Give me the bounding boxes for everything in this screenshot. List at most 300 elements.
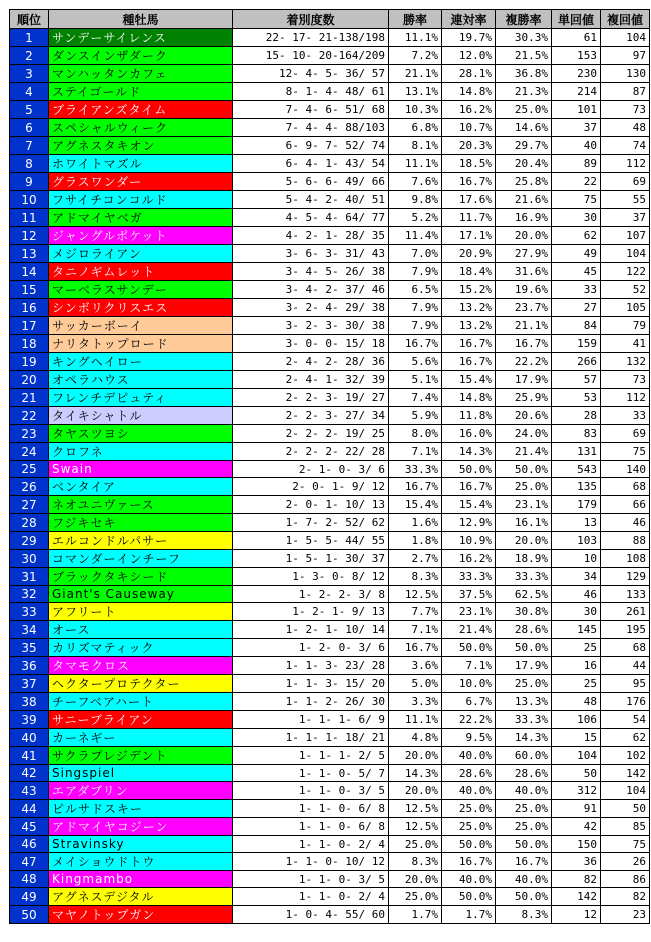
show-rate-cell[interactable]: 16.1% [496,514,552,532]
win-rate-cell[interactable]: 8.3% [389,568,442,586]
show-rate-cell[interactable]: 30.3% [496,29,552,47]
win-rate-cell[interactable]: 7.0% [389,245,442,263]
record-cell[interactable]: 7- 4- 6- 51/ 68 [233,101,389,119]
record-cell[interactable]: 1- 1- 0- 6/ 8 [233,818,389,836]
sire-name-cell[interactable]: マーベラスサンデー [49,281,233,299]
rank-cell[interactable]: 22 [10,407,49,425]
show-rate-cell[interactable]: 16.7% [496,853,552,871]
win-rate-cell[interactable]: 10.3% [389,101,442,119]
show-return-cell[interactable]: 66 [601,496,650,514]
record-cell[interactable]: 3- 2- 3- 30/ 38 [233,317,389,335]
record-cell[interactable]: 1- 3- 0- 8/ 12 [233,568,389,586]
win-return-cell[interactable]: 53 [552,389,601,407]
record-cell[interactable]: 1- 2- 0- 3/ 6 [233,639,389,657]
win-rate-cell[interactable]: 7.9% [389,263,442,281]
show-rate-cell[interactable]: 50.0% [496,461,552,478]
win-rate-cell[interactable]: 20.0% [389,782,442,800]
sire-name-cell[interactable]: タマモクロス [49,657,233,675]
show-rate-cell[interactable]: 28.6% [496,765,552,782]
record-cell[interactable]: 2- 2- 2- 19/ 25 [233,425,389,443]
win-return-cell[interactable]: 83 [552,425,601,443]
record-cell[interactable]: 2- 0- 1- 10/ 13 [233,496,389,514]
sire-name-cell[interactable]: ピルサドスキー [49,800,233,818]
win-rate-cell[interactable]: 7.7% [389,603,442,621]
show-rate-cell[interactable]: 40.0% [496,871,552,888]
show-rate-cell[interactable]: 25.8% [496,173,552,191]
place-rate-cell[interactable]: 40.0% [442,871,496,888]
place-rate-cell[interactable]: 40.0% [442,747,496,765]
sire-name-cell[interactable]: アグネスタキオン [49,137,233,155]
show-rate-cell[interactable]: 25.0% [496,478,552,496]
place-rate-cell[interactable]: 10.7% [442,119,496,137]
win-return-cell[interactable]: 101 [552,101,601,119]
record-cell[interactable]: 1- 1- 0- 5/ 7 [233,765,389,782]
rank-cell[interactable]: 30 [10,550,49,568]
place-rate-cell[interactable]: 18.4% [442,263,496,281]
sire-name-cell[interactable]: アドマイヤコジーン [49,818,233,836]
win-return-cell[interactable]: 106 [552,711,601,729]
rank-cell[interactable]: 42 [10,765,49,782]
show-return-cell[interactable]: 68 [601,639,650,657]
sire-name-cell[interactable]: シンボリクリスエス [49,299,233,317]
win-return-cell[interactable]: 150 [552,836,601,853]
win-return-cell[interactable]: 153 [552,47,601,65]
show-return-cell[interactable]: 55 [601,191,650,209]
record-cell[interactable]: 1- 1- 0- 3/ 5 [233,871,389,888]
place-rate-cell[interactable]: 16.7% [442,173,496,191]
show-rate-cell[interactable]: 31.6% [496,263,552,281]
show-return-cell[interactable]: 79 [601,317,650,335]
rank-cell[interactable]: 40 [10,729,49,747]
win-rate-cell[interactable]: 16.7% [389,639,442,657]
header-show-return[interactable]: 複回値 [601,10,650,29]
sire-name-cell[interactable]: アグネスデジタル [49,888,233,906]
sire-name-cell[interactable]: Stravinsky [49,836,233,853]
show-return-cell[interactable]: 75 [601,443,650,461]
show-return-cell[interactable]: 108 [601,550,650,568]
sire-name-cell[interactable]: クロフネ [49,443,233,461]
win-rate-cell[interactable]: 7.9% [389,299,442,317]
show-rate-cell[interactable]: 60.0% [496,747,552,765]
win-return-cell[interactable]: 131 [552,443,601,461]
sire-name-cell[interactable]: メイショウドトウ [49,853,233,871]
rank-cell[interactable]: 28 [10,514,49,532]
show-rate-cell[interactable]: 13.3% [496,693,552,711]
win-return-cell[interactable]: 33 [552,281,601,299]
sire-name-cell[interactable]: サクラプレジデント [49,747,233,765]
place-rate-cell[interactable]: 10.0% [442,675,496,693]
record-cell[interactable]: 2- 2- 2- 22/ 28 [233,443,389,461]
record-cell[interactable]: 1- 5- 1- 30/ 37 [233,550,389,568]
sire-name-cell[interactable]: グラスワンダー [49,173,233,191]
sire-name-cell[interactable]: アドマイヤベガ [49,209,233,227]
sire-name-cell[interactable]: Giant's Causeway [49,586,233,603]
show-return-cell[interactable]: 104 [601,782,650,800]
record-cell[interactable]: 4- 2- 1- 28/ 35 [233,227,389,245]
win-return-cell[interactable]: 50 [552,765,601,782]
place-rate-cell[interactable]: 9.5% [442,729,496,747]
record-cell[interactable]: 1- 1- 0- 2/ 4 [233,836,389,853]
show-return-cell[interactable]: 68 [601,478,650,496]
header-win-return[interactable]: 単回値 [552,10,601,29]
sire-name-cell[interactable]: マヤノトップガン [49,906,233,924]
place-rate-cell[interactable]: 40.0% [442,782,496,800]
win-rate-cell[interactable]: 12.5% [389,818,442,836]
win-return-cell[interactable]: 25 [552,675,601,693]
sire-name-cell[interactable]: チーフベアハート [49,693,233,711]
place-rate-cell[interactable]: 16.7% [442,335,496,353]
rank-cell[interactable]: 38 [10,693,49,711]
win-rate-cell[interactable]: 1.8% [389,532,442,550]
show-rate-cell[interactable]: 50.0% [496,888,552,906]
show-return-cell[interactable]: 33 [601,407,650,425]
place-rate-cell[interactable]: 28.6% [442,765,496,782]
place-rate-cell[interactable]: 11.8% [442,407,496,425]
win-rate-cell[interactable]: 7.9% [389,317,442,335]
win-rate-cell[interactable]: 16.7% [389,335,442,353]
rank-cell[interactable]: 15 [10,281,49,299]
win-return-cell[interactable]: 36 [552,853,601,871]
rank-cell[interactable]: 36 [10,657,49,675]
place-rate-cell[interactable]: 10.9% [442,532,496,550]
win-rate-cell[interactable]: 11.1% [389,155,442,173]
win-rate-cell[interactable]: 7.1% [389,443,442,461]
sire-name-cell[interactable]: カーネギー [49,729,233,747]
show-return-cell[interactable]: 23 [601,906,650,924]
record-cell[interactable]: 5- 6- 6- 49/ 66 [233,173,389,191]
place-rate-cell[interactable]: 25.0% [442,800,496,818]
win-return-cell[interactable]: 34 [552,568,601,586]
rank-cell[interactable]: 47 [10,853,49,871]
show-return-cell[interactable]: 133 [601,586,650,603]
rank-cell[interactable]: 16 [10,299,49,317]
show-rate-cell[interactable]: 50.0% [496,639,552,657]
show-rate-cell[interactable]: 50.0% [496,836,552,853]
win-return-cell[interactable]: 75 [552,191,601,209]
place-rate-cell[interactable]: 17.1% [442,227,496,245]
show-rate-cell[interactable]: 20.4% [496,155,552,173]
record-cell[interactable]: 6- 9- 7- 52/ 74 [233,137,389,155]
place-rate-cell[interactable]: 16.7% [442,853,496,871]
win-return-cell[interactable]: 214 [552,83,601,101]
place-rate-cell[interactable]: 20.9% [442,245,496,263]
win-return-cell[interactable]: 82 [552,871,601,888]
record-cell[interactable]: 2- 2- 3- 19/ 27 [233,389,389,407]
record-cell[interactable]: 8- 1- 4- 48/ 61 [233,83,389,101]
sire-name-cell[interactable]: サンデーサイレンス [49,29,233,47]
win-return-cell[interactable]: 142 [552,888,601,906]
rank-cell[interactable]: 4 [10,83,49,101]
sire-name-cell[interactable]: ホワイトマズル [49,155,233,173]
place-rate-cell[interactable]: 1.7% [442,906,496,924]
show-return-cell[interactable]: 46 [601,514,650,532]
show-rate-cell[interactable]: 18.9% [496,550,552,568]
rank-cell[interactable]: 49 [10,888,49,906]
win-return-cell[interactable]: 89 [552,155,601,173]
win-rate-cell[interactable]: 5.2% [389,209,442,227]
sire-name-cell[interactable]: サニーブライアン [49,711,233,729]
record-cell[interactable]: 1- 7- 2- 52/ 62 [233,514,389,532]
show-rate-cell[interactable]: 27.9% [496,245,552,263]
show-rate-cell[interactable]: 33.3% [496,711,552,729]
sire-name-cell[interactable]: フサイチコンコルド [49,191,233,209]
win-rate-cell[interactable]: 20.0% [389,747,442,765]
record-cell[interactable]: 3- 0- 0- 15/ 18 [233,335,389,353]
win-rate-cell[interactable]: 3.3% [389,693,442,711]
record-cell[interactable]: 3- 2- 4- 29/ 38 [233,299,389,317]
sire-name-cell[interactable]: ナリタトップロード [49,335,233,353]
record-cell[interactable]: 6- 4- 1- 43/ 54 [233,155,389,173]
show-return-cell[interactable]: 129 [601,568,650,586]
rank-cell[interactable]: 43 [10,782,49,800]
sire-name-cell[interactable]: アフリート [49,603,233,621]
win-rate-cell[interactable]: 14.3% [389,765,442,782]
show-return-cell[interactable]: 104 [601,245,650,263]
rank-cell[interactable]: 44 [10,800,49,818]
show-rate-cell[interactable]: 23.1% [496,496,552,514]
record-cell[interactable]: 7- 4- 4- 88/103 [233,119,389,137]
record-cell[interactable]: 1- 1- 0- 3/ 5 [233,782,389,800]
win-rate-cell[interactable]: 3.6% [389,657,442,675]
record-cell[interactable]: 2- 4- 1- 32/ 39 [233,371,389,389]
place-rate-cell[interactable]: 21.4% [442,621,496,639]
show-rate-cell[interactable]: 25.0% [496,675,552,693]
sire-name-cell[interactable]: オース [49,621,233,639]
win-rate-cell[interactable]: 33.3% [389,461,442,478]
win-return-cell[interactable]: 37 [552,119,601,137]
sire-name-cell[interactable]: ヘクタープロテクター [49,675,233,693]
show-rate-cell[interactable]: 17.9% [496,371,552,389]
record-cell[interactable]: 12- 4- 5- 36/ 57 [233,65,389,83]
rank-cell[interactable]: 17 [10,317,49,335]
sire-name-cell[interactable]: フレンチデピュティ [49,389,233,407]
show-return-cell[interactable]: 48 [601,119,650,137]
rank-cell[interactable]: 26 [10,478,49,496]
header-show-rate[interactable]: 複勝率 [496,10,552,29]
win-return-cell[interactable]: 48 [552,693,601,711]
show-rate-cell[interactable]: 24.0% [496,425,552,443]
rank-cell[interactable]: 34 [10,621,49,639]
show-rate-cell[interactable]: 21.1% [496,317,552,335]
sire-name-cell[interactable]: カリズマティック [49,639,233,657]
rank-cell[interactable]: 12 [10,227,49,245]
show-return-cell[interactable]: 104 [601,29,650,47]
rank-cell[interactable]: 8 [10,155,49,173]
win-rate-cell[interactable]: 8.0% [389,425,442,443]
win-return-cell[interactable]: 230 [552,65,601,83]
win-rate-cell[interactable]: 9.8% [389,191,442,209]
show-return-cell[interactable]: 261 [601,603,650,621]
win-return-cell[interactable]: 40 [552,137,601,155]
sire-name-cell[interactable]: ネオユニヴァース [49,496,233,514]
place-rate-cell[interactable]: 14.8% [442,389,496,407]
show-return-cell[interactable]: 82 [601,888,650,906]
show-return-cell[interactable]: 69 [601,173,650,191]
record-cell[interactable]: 1- 1- 1- 18/ 21 [233,729,389,747]
show-rate-cell[interactable]: 22.2% [496,353,552,371]
show-return-cell[interactable]: 130 [601,65,650,83]
win-rate-cell[interactable]: 11.4% [389,227,442,245]
sire-name-cell[interactable]: ブライアンズタイム [49,101,233,119]
win-rate-cell[interactable]: 15.4% [389,496,442,514]
win-return-cell[interactable]: 84 [552,317,601,335]
show-rate-cell[interactable]: 25.0% [496,818,552,836]
win-rate-cell[interactable]: 25.0% [389,836,442,853]
sire-name-cell[interactable]: エルコンドルパサー [49,532,233,550]
show-rate-cell[interactable]: 21.3% [496,83,552,101]
place-rate-cell[interactable]: 16.7% [442,353,496,371]
show-return-cell[interactable]: 132 [601,353,650,371]
win-rate-cell[interactable]: 12.5% [389,586,442,603]
sire-name-cell[interactable]: タニノギムレット [49,263,233,281]
header-win-rate[interactable]: 勝率 [389,10,442,29]
place-rate-cell[interactable]: 23.1% [442,603,496,621]
record-cell[interactable]: 1- 2- 1- 9/ 13 [233,603,389,621]
win-return-cell[interactable]: 159 [552,335,601,353]
show-return-cell[interactable]: 195 [601,621,650,639]
rank-cell[interactable]: 5 [10,101,49,119]
record-cell[interactable]: 1- 2- 2- 3/ 8 [233,586,389,603]
win-return-cell[interactable]: 135 [552,478,601,496]
sire-name-cell[interactable]: ベンタイア [49,478,233,496]
win-return-cell[interactable]: 179 [552,496,601,514]
sire-name-cell[interactable]: オペラハウス [49,371,233,389]
show-return-cell[interactable]: 87 [601,83,650,101]
rank-cell[interactable]: 35 [10,639,49,657]
win-rate-cell[interactable]: 20.0% [389,871,442,888]
sire-name-cell[interactable]: タイキシャトル [49,407,233,425]
win-return-cell[interactable]: 28 [552,407,601,425]
rank-cell[interactable]: 14 [10,263,49,281]
rank-cell[interactable]: 21 [10,389,49,407]
show-rate-cell[interactable]: 33.3% [496,568,552,586]
place-rate-cell[interactable]: 33.3% [442,568,496,586]
show-rate-cell[interactable]: 25.0% [496,800,552,818]
rank-cell[interactable]: 1 [10,29,49,47]
show-return-cell[interactable]: 69 [601,425,650,443]
place-rate-cell[interactable]: 50.0% [442,461,496,478]
win-return-cell[interactable]: 104 [552,747,601,765]
record-cell[interactable]: 3- 4- 5- 26/ 38 [233,263,389,281]
place-rate-cell[interactable]: 50.0% [442,836,496,853]
win-return-cell[interactable]: 91 [552,800,601,818]
win-rate-cell[interactable]: 7.4% [389,389,442,407]
show-return-cell[interactable]: 26 [601,853,650,871]
show-return-cell[interactable]: 140 [601,461,650,478]
win-return-cell[interactable]: 22 [552,173,601,191]
record-cell[interactable]: 2- 1- 0- 3/ 6 [233,461,389,478]
header-place-rate[interactable]: 連対率 [442,10,496,29]
rank-cell[interactable]: 45 [10,818,49,836]
win-rate-cell[interactable]: 8.1% [389,137,442,155]
place-rate-cell[interactable]: 11.7% [442,209,496,227]
show-rate-cell[interactable]: 21.5% [496,47,552,65]
win-return-cell[interactable]: 12 [552,906,601,924]
show-rate-cell[interactable]: 20.0% [496,532,552,550]
record-cell[interactable]: 2- 4- 2- 28/ 36 [233,353,389,371]
win-return-cell[interactable]: 266 [552,353,601,371]
place-rate-cell[interactable]: 50.0% [442,639,496,657]
win-rate-cell[interactable]: 7.2% [389,47,442,65]
sire-name-cell[interactable]: キングヘイロー [49,353,233,371]
record-cell[interactable]: 5- 4- 2- 40/ 51 [233,191,389,209]
win-return-cell[interactable]: 27 [552,299,601,317]
rank-cell[interactable]: 3 [10,65,49,83]
place-rate-cell[interactable]: 20.3% [442,137,496,155]
win-rate-cell[interactable]: 11.1% [389,29,442,47]
sire-name-cell[interactable]: コマンダーインチーフ [49,550,233,568]
place-rate-cell[interactable]: 22.2% [442,711,496,729]
win-rate-cell[interactable]: 4.8% [389,729,442,747]
rank-cell[interactable]: 27 [10,496,49,514]
win-return-cell[interactable]: 16 [552,657,601,675]
win-return-cell[interactable]: 103 [552,532,601,550]
show-return-cell[interactable]: 122 [601,263,650,281]
win-return-cell[interactable]: 30 [552,209,601,227]
place-rate-cell[interactable]: 7.1% [442,657,496,675]
win-rate-cell[interactable]: 5.6% [389,353,442,371]
win-rate-cell[interactable]: 13.1% [389,83,442,101]
show-return-cell[interactable]: 95 [601,675,650,693]
show-return-cell[interactable]: 107 [601,227,650,245]
win-rate-cell[interactable]: 7.6% [389,173,442,191]
show-return-cell[interactable]: 74 [601,137,650,155]
show-rate-cell[interactable]: 16.9% [496,209,552,227]
place-rate-cell[interactable]: 19.7% [442,29,496,47]
show-return-cell[interactable]: 97 [601,47,650,65]
win-return-cell[interactable]: 30 [552,603,601,621]
record-cell[interactable]: 22- 17- 21-138/198 [233,29,389,47]
show-rate-cell[interactable]: 14.6% [496,119,552,137]
show-return-cell[interactable]: 41 [601,335,650,353]
win-return-cell[interactable]: 10 [552,550,601,568]
win-return-cell[interactable]: 42 [552,818,601,836]
win-rate-cell[interactable]: 25.0% [389,888,442,906]
rank-cell[interactable]: 23 [10,425,49,443]
record-cell[interactable]: 1- 1- 1- 2/ 5 [233,747,389,765]
header-rank[interactable]: 順位 [10,10,49,29]
show-return-cell[interactable]: 54 [601,711,650,729]
record-cell[interactable]: 3- 4- 2- 37/ 46 [233,281,389,299]
win-rate-cell[interactable]: 16.7% [389,478,442,496]
rank-cell[interactable]: 29 [10,532,49,550]
rank-cell[interactable]: 2 [10,47,49,65]
show-return-cell[interactable]: 73 [601,101,650,119]
sire-name-cell[interactable]: フジキセキ [49,514,233,532]
win-rate-cell[interactable]: 6.8% [389,119,442,137]
place-rate-cell[interactable]: 37.5% [442,586,496,603]
sire-name-cell[interactable]: スペシャルウィーク [49,119,233,137]
place-rate-cell[interactable]: 16.0% [442,425,496,443]
rank-cell[interactable]: 13 [10,245,49,263]
show-rate-cell[interactable]: 16.7% [496,335,552,353]
show-rate-cell[interactable]: 25.0% [496,101,552,119]
show-rate-cell[interactable]: 28.6% [496,621,552,639]
record-cell[interactable]: 1- 1- 0- 10/ 12 [233,853,389,871]
sire-name-cell[interactable]: ステイゴールド [49,83,233,101]
place-rate-cell[interactable]: 16.2% [442,101,496,119]
show-rate-cell[interactable]: 62.5% [496,586,552,603]
place-rate-cell[interactable]: 13.2% [442,317,496,335]
record-cell[interactable]: 3- 6- 3- 31/ 43 [233,245,389,263]
sire-name-cell[interactable]: ダンスインザダーク [49,47,233,65]
show-rate-cell[interactable]: 21.4% [496,443,552,461]
show-rate-cell[interactable]: 23.7% [496,299,552,317]
win-return-cell[interactable]: 312 [552,782,601,800]
show-rate-cell[interactable]: 21.6% [496,191,552,209]
sire-name-cell[interactable]: エアダブリン [49,782,233,800]
place-rate-cell[interactable]: 14.3% [442,443,496,461]
